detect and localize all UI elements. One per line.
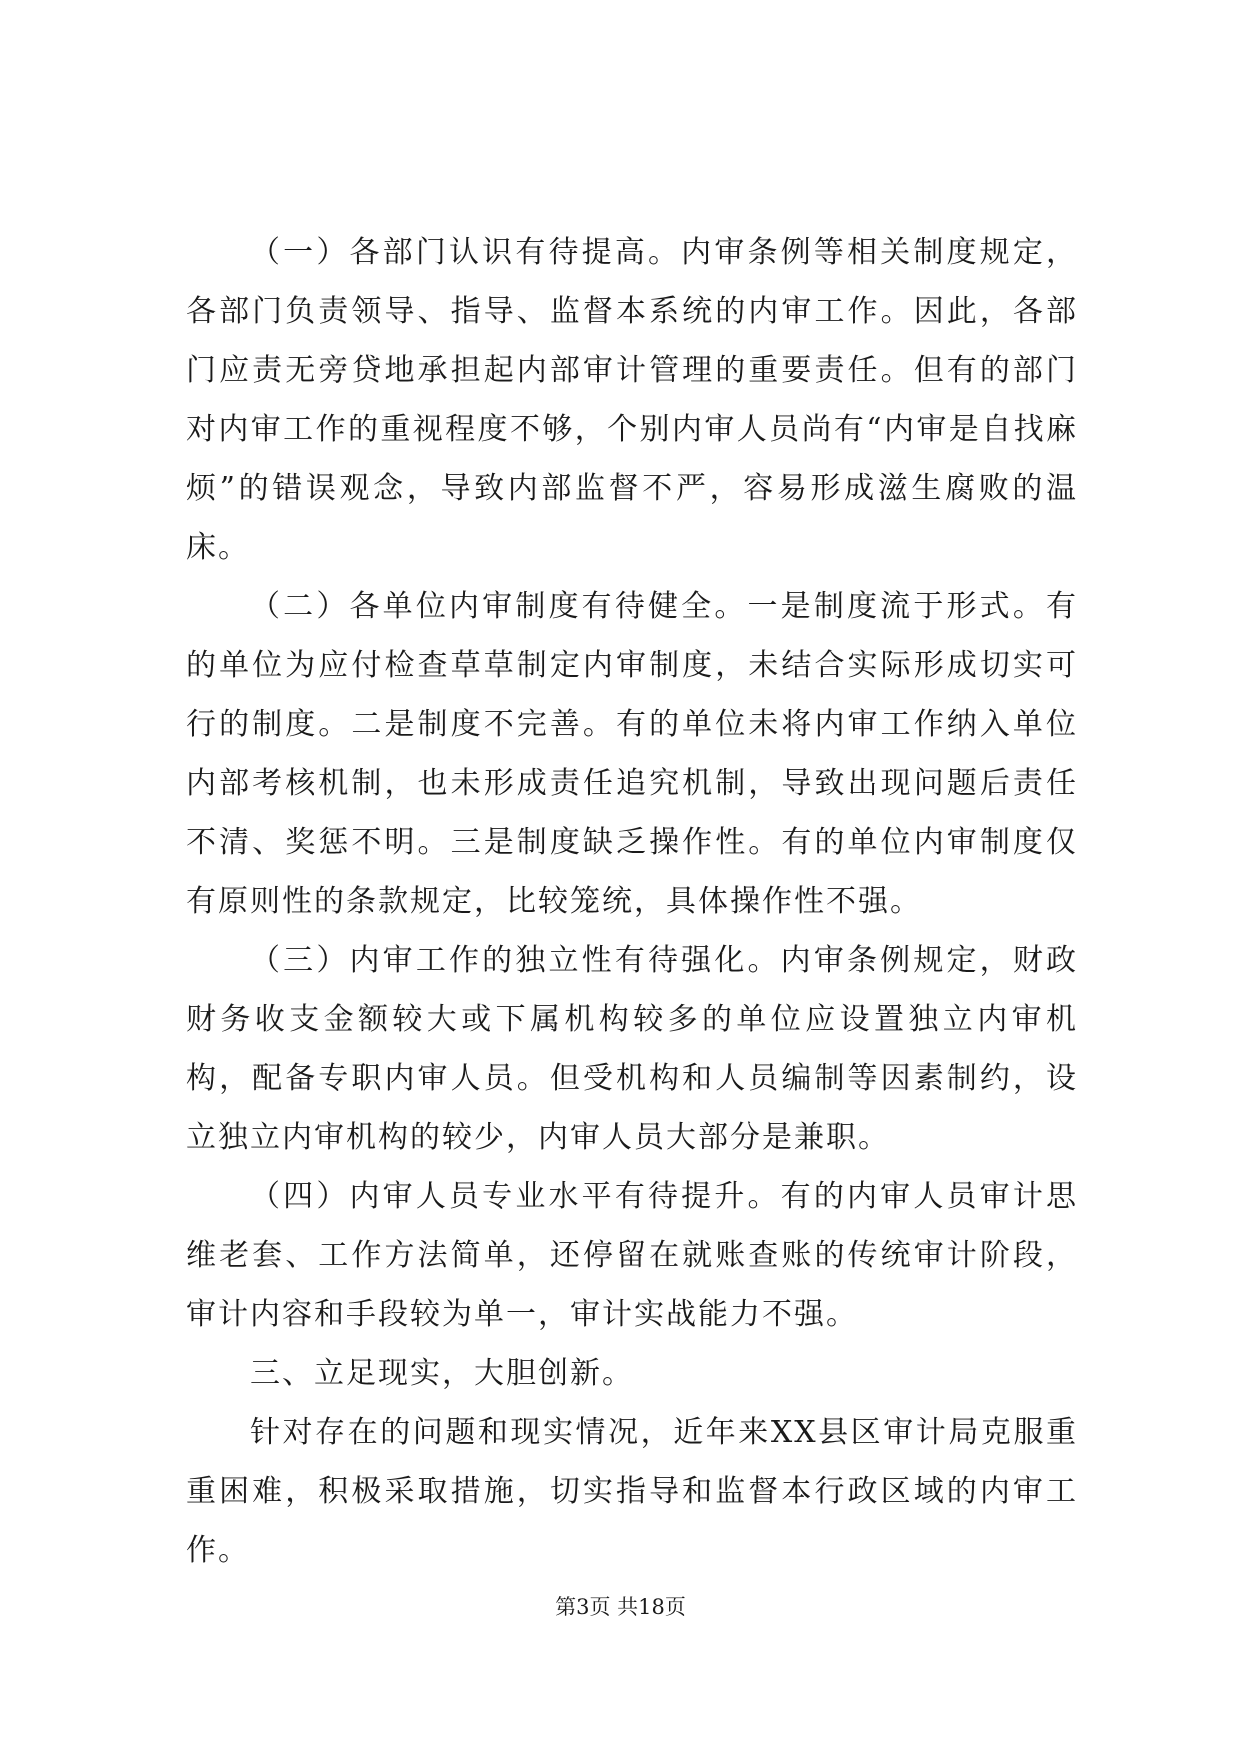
paragraph-audit-system: （二）各单位内审制度有待健全。一是制度流于形式。有的单位为应付检查草草制定内审制度，未结合实际形成切实可行的制度。二是制度不完善。有的单位未将内审工作纳入单位内部考核机制，也未形成责任追究机制，导致出现问题后责任不清、奖惩不明。三是制度缺乏操作性。有的单位内审制度仅有原则性的条款规定，比较笼统，具体操作性不强。 (186, 589, 1078, 919)
paragraph-closing: 针对存在的问题和现实情况，近年来XX县区审计局克服重重困难，积极采取措施，切实指导和监督本行政区域的内审工作。 (186, 1415, 1078, 1568)
paragraph-audit-independence: （三）内审工作的独立性有待强化。内审条例规定，财政财务收支金额较大或下属机构较多的单位应设置独立内审机构，配备专职内审人员。但受机构和人员编制等因素制约，设立独立内审机构的较少，内审人员大部分是兼职。 (186, 943, 1078, 1155)
paragraph-departments-awareness: （一）各部门认识有待提高。内审条例等相关制度规定，各部门负责领导、指导、监督本系统的内审工作。因此，各部门应责无旁贷地承担起内部审计管理的重要责任。但有的部门对内审工作的重视程度不够，个别内审人员尚有“内审是自找麻烦”的错误观念，导致内部监督不严，容易形成滋生腐败的温床。 (186, 235, 1078, 565)
section-heading: 三、立足现实，大胆创新。 (250, 1356, 634, 1391)
paragraph-staff-expertise: （四）内审人员专业水平有待提升。有的内审人员审计思维老套、工作方法简单，还停留在就账查账的传统审计阶段，审计内容和手段较为单一，审计实战能力不强。 (186, 1179, 1078, 1332)
document-body (186, 223, 1078, 1580)
page-number-footer: 第3页 共18页 (555, 1595, 686, 1619)
